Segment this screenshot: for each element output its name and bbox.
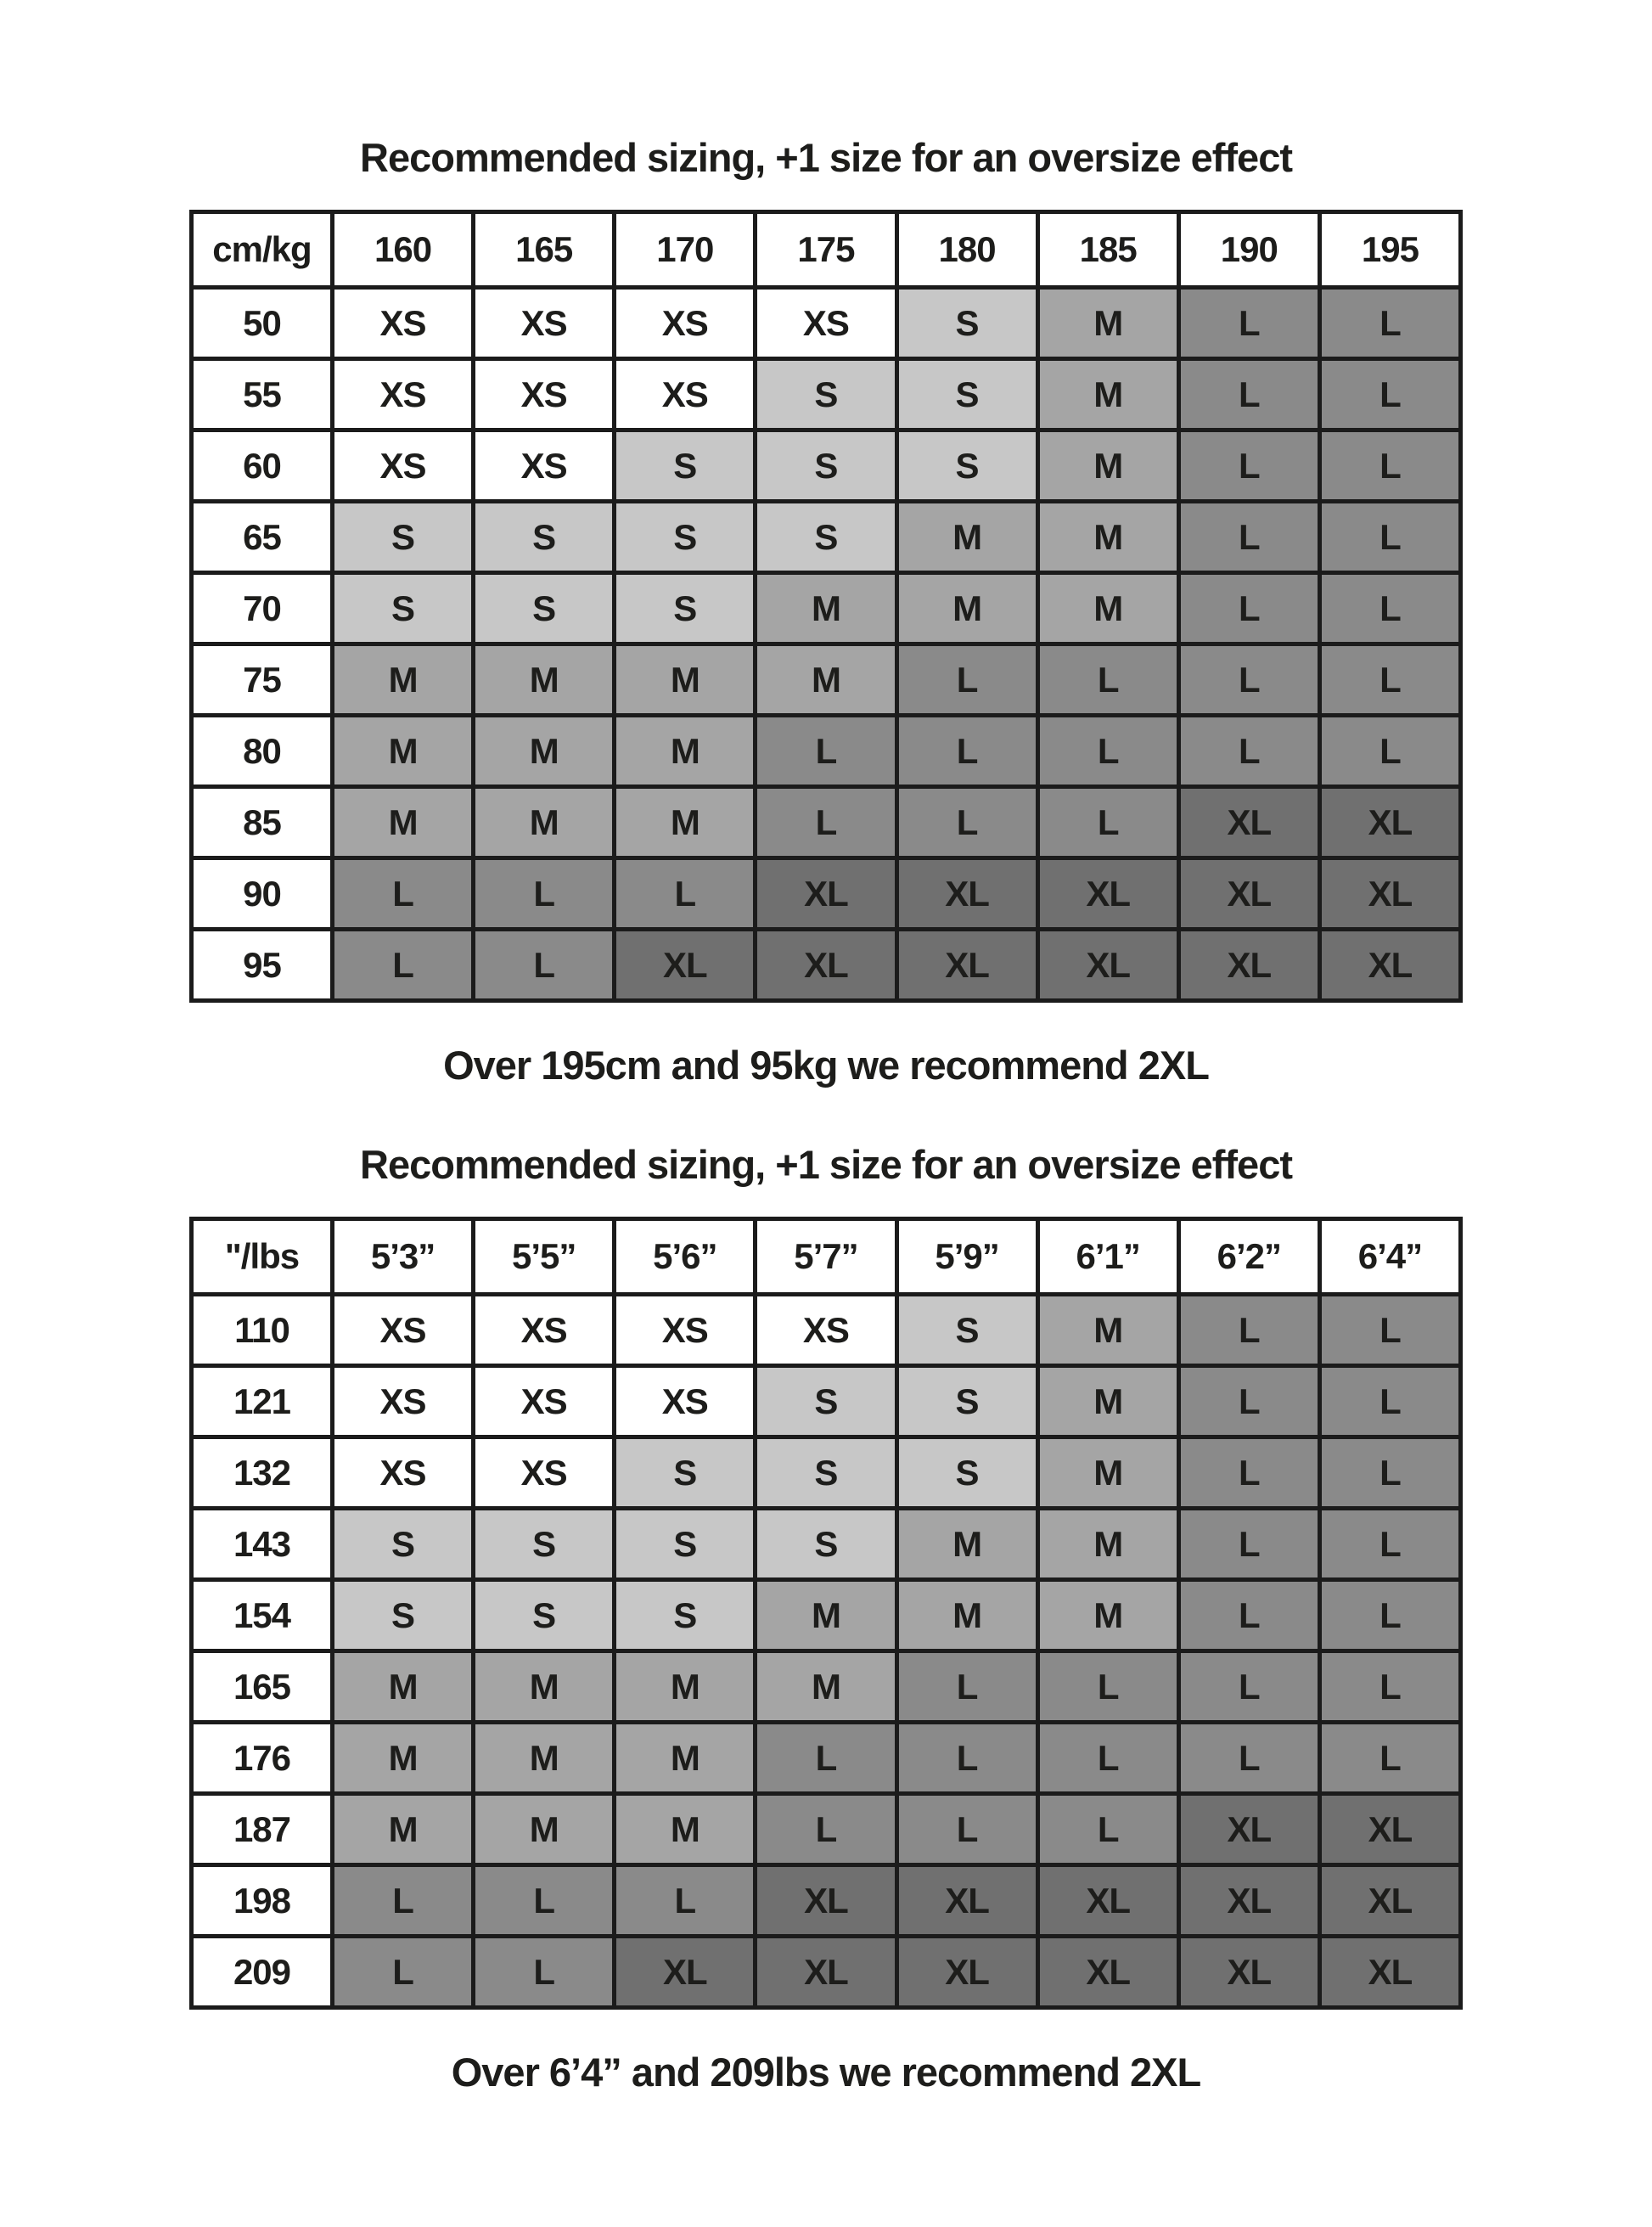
size-cell: XS xyxy=(333,1366,474,1437)
size-cell: XL xyxy=(1319,787,1460,858)
table-row xyxy=(192,1723,1461,1794)
size-cell: XL xyxy=(756,930,896,1001)
size-cell: L xyxy=(1178,1295,1319,1366)
size-cell: S xyxy=(896,288,1037,359)
size-cell: XS xyxy=(615,1295,756,1366)
size-cell: XL xyxy=(1319,1794,1460,1865)
size-cell: XS xyxy=(474,359,615,430)
row-label-cell: 55 xyxy=(192,359,333,430)
size-cell: M xyxy=(1037,573,1178,644)
size-cell: XS xyxy=(474,1366,615,1437)
size-cell: M xyxy=(756,1651,896,1723)
size-cell: L xyxy=(896,1723,1037,1794)
column-header-cell: 5’7” xyxy=(756,1219,896,1295)
size-cell: L xyxy=(474,1937,615,2008)
table-row xyxy=(192,1437,1461,1509)
size-cell: M xyxy=(1037,430,1178,502)
header-row xyxy=(192,1219,1461,1295)
size-cell: XL xyxy=(1178,787,1319,858)
size-cell: L xyxy=(1319,573,1460,644)
size-cell: L xyxy=(1178,1437,1319,1509)
size-cell: XS xyxy=(474,430,615,502)
column-header-cell: 5’9” xyxy=(896,1219,1037,1295)
size-cell: M xyxy=(896,573,1037,644)
size-cell: XS xyxy=(756,1295,896,1366)
size-cell: L xyxy=(1178,1651,1319,1723)
size-cell: L xyxy=(1178,573,1319,644)
row-label-cell: 209 xyxy=(192,1937,333,2008)
size-cell: S xyxy=(615,1509,756,1580)
column-header-cell: 195 xyxy=(1319,212,1460,288)
chart-caption: Over 195cm and 95kg we recommend 2XL xyxy=(443,1043,1209,1088)
size-cell: XL xyxy=(1178,930,1319,1001)
column-header-cell: 190 xyxy=(1178,212,1319,288)
size-cell: L xyxy=(1319,430,1460,502)
table-row xyxy=(192,359,1461,430)
size-cell: L xyxy=(1319,1295,1460,1366)
sizing-table-cm-kg xyxy=(189,210,1463,1003)
size-cell: L xyxy=(1178,716,1319,787)
table-row xyxy=(192,1295,1461,1366)
size-cell: M xyxy=(333,1651,474,1723)
size-cell: M xyxy=(896,502,1037,573)
size-cell: S xyxy=(474,573,615,644)
size-cell: L xyxy=(474,858,615,930)
row-label-cell: 198 xyxy=(192,1865,333,1937)
column-header-cell: 165 xyxy=(474,212,615,288)
table-row xyxy=(192,644,1461,716)
size-cell: L xyxy=(333,1865,474,1937)
row-label-cell: 60 xyxy=(192,430,333,502)
row-label-cell: 85 xyxy=(192,787,333,858)
row-label-cell: 143 xyxy=(192,1509,333,1580)
size-cell: L xyxy=(1319,502,1460,573)
size-cell: L xyxy=(756,1723,896,1794)
column-header-cell: 5’3” xyxy=(333,1219,474,1295)
table-row xyxy=(192,1794,1461,1865)
size-cell: S xyxy=(333,1509,474,1580)
row-label-cell: 187 xyxy=(192,1794,333,1865)
size-cell: M xyxy=(756,573,896,644)
table-row xyxy=(192,502,1461,573)
size-cell: L xyxy=(756,787,896,858)
size-cell: S xyxy=(756,430,896,502)
size-cell: XL xyxy=(1178,1794,1319,1865)
size-cell: S xyxy=(896,359,1037,430)
size-cell: L xyxy=(896,1651,1037,1723)
size-cell: S xyxy=(756,1366,896,1437)
size-cell: XL xyxy=(1319,858,1460,930)
size-cell: L xyxy=(1178,359,1319,430)
size-cell: M xyxy=(333,787,474,858)
size-cell: M xyxy=(474,787,615,858)
size-cell: M xyxy=(615,644,756,716)
size-cell: M xyxy=(474,1723,615,1794)
size-cell: M xyxy=(615,1651,756,1723)
size-cell: XL xyxy=(1178,1937,1319,2008)
size-cell: L xyxy=(1319,288,1460,359)
table-row xyxy=(192,1366,1461,1437)
size-cell: S xyxy=(615,1580,756,1651)
size-cell: XS xyxy=(615,359,756,430)
size-cell: L xyxy=(1178,288,1319,359)
size-cell: S xyxy=(896,1366,1037,1437)
size-cell: M xyxy=(333,1723,474,1794)
table-row xyxy=(192,1937,1461,2008)
column-header-cell: 5’6” xyxy=(615,1219,756,1295)
size-cell: M xyxy=(474,644,615,716)
size-cell: M xyxy=(1037,359,1178,430)
size-cell: M xyxy=(333,1794,474,1865)
size-cell: XS xyxy=(333,1295,474,1366)
table-row xyxy=(192,716,1461,787)
size-cell: XL xyxy=(1319,930,1460,1001)
size-cell: XL xyxy=(896,1865,1037,1937)
size-cell: M xyxy=(615,1723,756,1794)
column-header-cell: 160 xyxy=(333,212,474,288)
size-cell: M xyxy=(615,787,756,858)
size-cell: XL xyxy=(756,1865,896,1937)
size-cell: XL xyxy=(756,858,896,930)
size-cell: S xyxy=(756,1509,896,1580)
size-cell: XL xyxy=(1319,1937,1460,2008)
chart-title: Recommended sizing, +1 size for an oversize effect xyxy=(360,135,1292,180)
column-header-cell: 6’1” xyxy=(1037,1219,1178,1295)
size-cell: XL xyxy=(615,930,756,1001)
size-cell: M xyxy=(474,1651,615,1723)
size-cell: XS xyxy=(615,1366,756,1437)
table-row xyxy=(192,1865,1461,1937)
size-cell: L xyxy=(615,1865,756,1937)
row-label-cell: 165 xyxy=(192,1651,333,1723)
size-cell: M xyxy=(756,644,896,716)
table-row xyxy=(192,1509,1461,1580)
row-label-cell: 50 xyxy=(192,288,333,359)
table-row xyxy=(192,288,1461,359)
size-cell: L xyxy=(1319,716,1460,787)
column-header-cell: 170 xyxy=(615,212,756,288)
size-cell: S xyxy=(615,502,756,573)
row-label-cell: 176 xyxy=(192,1723,333,1794)
table-row xyxy=(192,930,1461,1001)
chart-title: Recommended sizing, +1 size for an oversize effect xyxy=(360,1142,1292,1187)
size-cell: M xyxy=(474,1794,615,1865)
row-label-cell: 70 xyxy=(192,573,333,644)
size-cell: L xyxy=(896,1794,1037,1865)
size-cell: M xyxy=(1037,1437,1178,1509)
size-cell: S xyxy=(896,1295,1037,1366)
table-row xyxy=(192,787,1461,858)
size-cell: L xyxy=(615,858,756,930)
size-cell: L xyxy=(1037,1794,1178,1865)
size-cell: XL xyxy=(1178,858,1319,930)
row-label-cell: 95 xyxy=(192,930,333,1001)
size-cell: L xyxy=(1037,644,1178,716)
column-header-cell: 185 xyxy=(1037,212,1178,288)
size-cell: XS xyxy=(474,288,615,359)
size-cell: L xyxy=(1178,1723,1319,1794)
size-cell: L xyxy=(896,644,1037,716)
sizing-table-in-lbs xyxy=(189,1217,1463,2010)
chart-caption: Over 6’4” and 209lbs we recommend 2XL xyxy=(451,2050,1201,2095)
size-cell: XS xyxy=(333,288,474,359)
row-label-cell: 121 xyxy=(192,1366,333,1437)
row-label-cell: 110 xyxy=(192,1295,333,1366)
column-header-cell: 6’4” xyxy=(1319,1219,1460,1295)
size-cell: L xyxy=(1178,1509,1319,1580)
size-cell: XL xyxy=(896,858,1037,930)
size-cell: XL xyxy=(1037,1937,1178,2008)
size-cell: L xyxy=(1178,502,1319,573)
row-label-cell: 75 xyxy=(192,644,333,716)
size-cell: L xyxy=(1037,1723,1178,1794)
size-cell: S xyxy=(474,1509,615,1580)
size-cell: L xyxy=(1178,430,1319,502)
size-cell: XS xyxy=(333,1437,474,1509)
size-cell: L xyxy=(896,787,1037,858)
table-row xyxy=(192,573,1461,644)
size-cell: S xyxy=(615,573,756,644)
size-cell: S xyxy=(474,1580,615,1651)
size-cell: S xyxy=(756,359,896,430)
table-row xyxy=(192,1580,1461,1651)
size-cell: L xyxy=(1037,716,1178,787)
size-cell: M xyxy=(896,1580,1037,1651)
size-cell: XL xyxy=(896,930,1037,1001)
size-cell: M xyxy=(896,1509,1037,1580)
size-cell: L xyxy=(1037,787,1178,858)
size-cell: S xyxy=(474,502,615,573)
size-cell: M xyxy=(333,716,474,787)
size-cell: L xyxy=(756,716,896,787)
size-cell: M xyxy=(1037,1509,1178,1580)
size-cell: S xyxy=(896,430,1037,502)
sizing-chart-in-lbs xyxy=(189,1088,1463,2095)
size-cell: S xyxy=(615,1437,756,1509)
table-row xyxy=(192,1651,1461,1723)
corner-label-cell: cm/kg xyxy=(192,212,333,288)
size-cell: L xyxy=(1178,1580,1319,1651)
size-cell: M xyxy=(615,716,756,787)
header-row xyxy=(192,212,1461,288)
size-cell: M xyxy=(1037,502,1178,573)
size-cell: L xyxy=(896,716,1037,787)
size-cell: S xyxy=(333,1580,474,1651)
size-cell: L xyxy=(756,1794,896,1865)
size-cell: L xyxy=(1319,1651,1460,1723)
size-cell: XS xyxy=(474,1295,615,1366)
size-cell: XS xyxy=(333,359,474,430)
sizing-chart-cm-kg xyxy=(189,0,1463,1088)
size-cell: M xyxy=(1037,1366,1178,1437)
table-row xyxy=(192,430,1461,502)
size-cell: XL xyxy=(1037,1865,1178,1937)
row-label-cell: 80 xyxy=(192,716,333,787)
size-cell: M xyxy=(1037,288,1178,359)
size-cell: M xyxy=(474,716,615,787)
size-cell: XS xyxy=(333,430,474,502)
size-cell: L xyxy=(333,1937,474,2008)
size-cell: L xyxy=(1319,1723,1460,1794)
size-cell: L xyxy=(474,1865,615,1937)
size-cell: M xyxy=(1037,1580,1178,1651)
column-header-cell: 6’2” xyxy=(1178,1219,1319,1295)
size-cell: XS xyxy=(756,288,896,359)
size-cell: M xyxy=(333,644,474,716)
size-cell: M xyxy=(756,1580,896,1651)
size-cell: L xyxy=(333,858,474,930)
size-cell: L xyxy=(1178,644,1319,716)
table-row xyxy=(192,858,1461,930)
size-cell: XL xyxy=(1178,1865,1319,1937)
size-cell: L xyxy=(1319,644,1460,716)
corner-label-cell: "/lbs xyxy=(192,1219,333,1295)
column-header-cell: 5’5” xyxy=(474,1219,615,1295)
size-cell: XL xyxy=(896,1937,1037,2008)
row-label-cell: 90 xyxy=(192,858,333,930)
column-header-cell: 180 xyxy=(896,212,1037,288)
size-cell: S xyxy=(615,430,756,502)
size-cell: XL xyxy=(1037,858,1178,930)
size-cell: XL xyxy=(756,1937,896,2008)
row-label-cell: 65 xyxy=(192,502,333,573)
size-cell: XL xyxy=(1319,1865,1460,1937)
size-cell: XL xyxy=(615,1937,756,2008)
size-cell: S xyxy=(896,1437,1037,1509)
size-cell: S xyxy=(333,573,474,644)
size-cell: L xyxy=(1319,1437,1460,1509)
row-label-cell: 132 xyxy=(192,1437,333,1509)
size-cell: S xyxy=(756,1437,896,1509)
size-cell: L xyxy=(1319,1366,1460,1437)
size-cell: S xyxy=(756,502,896,573)
size-cell: L xyxy=(1319,1580,1460,1651)
row-label-cell: 154 xyxy=(192,1580,333,1651)
column-header-cell: 175 xyxy=(756,212,896,288)
size-cell: XS xyxy=(615,288,756,359)
size-cell: L xyxy=(474,930,615,1001)
size-cell: XS xyxy=(474,1437,615,1509)
size-cell: L xyxy=(1319,359,1460,430)
size-cell: L xyxy=(1037,1651,1178,1723)
size-cell: XL xyxy=(1037,930,1178,1001)
size-cell: M xyxy=(615,1794,756,1865)
size-cell: M xyxy=(1037,1295,1178,1366)
size-cell: L xyxy=(333,930,474,1001)
size-cell: S xyxy=(333,502,474,573)
size-cell: L xyxy=(1178,1366,1319,1437)
size-cell: L xyxy=(1319,1509,1460,1580)
